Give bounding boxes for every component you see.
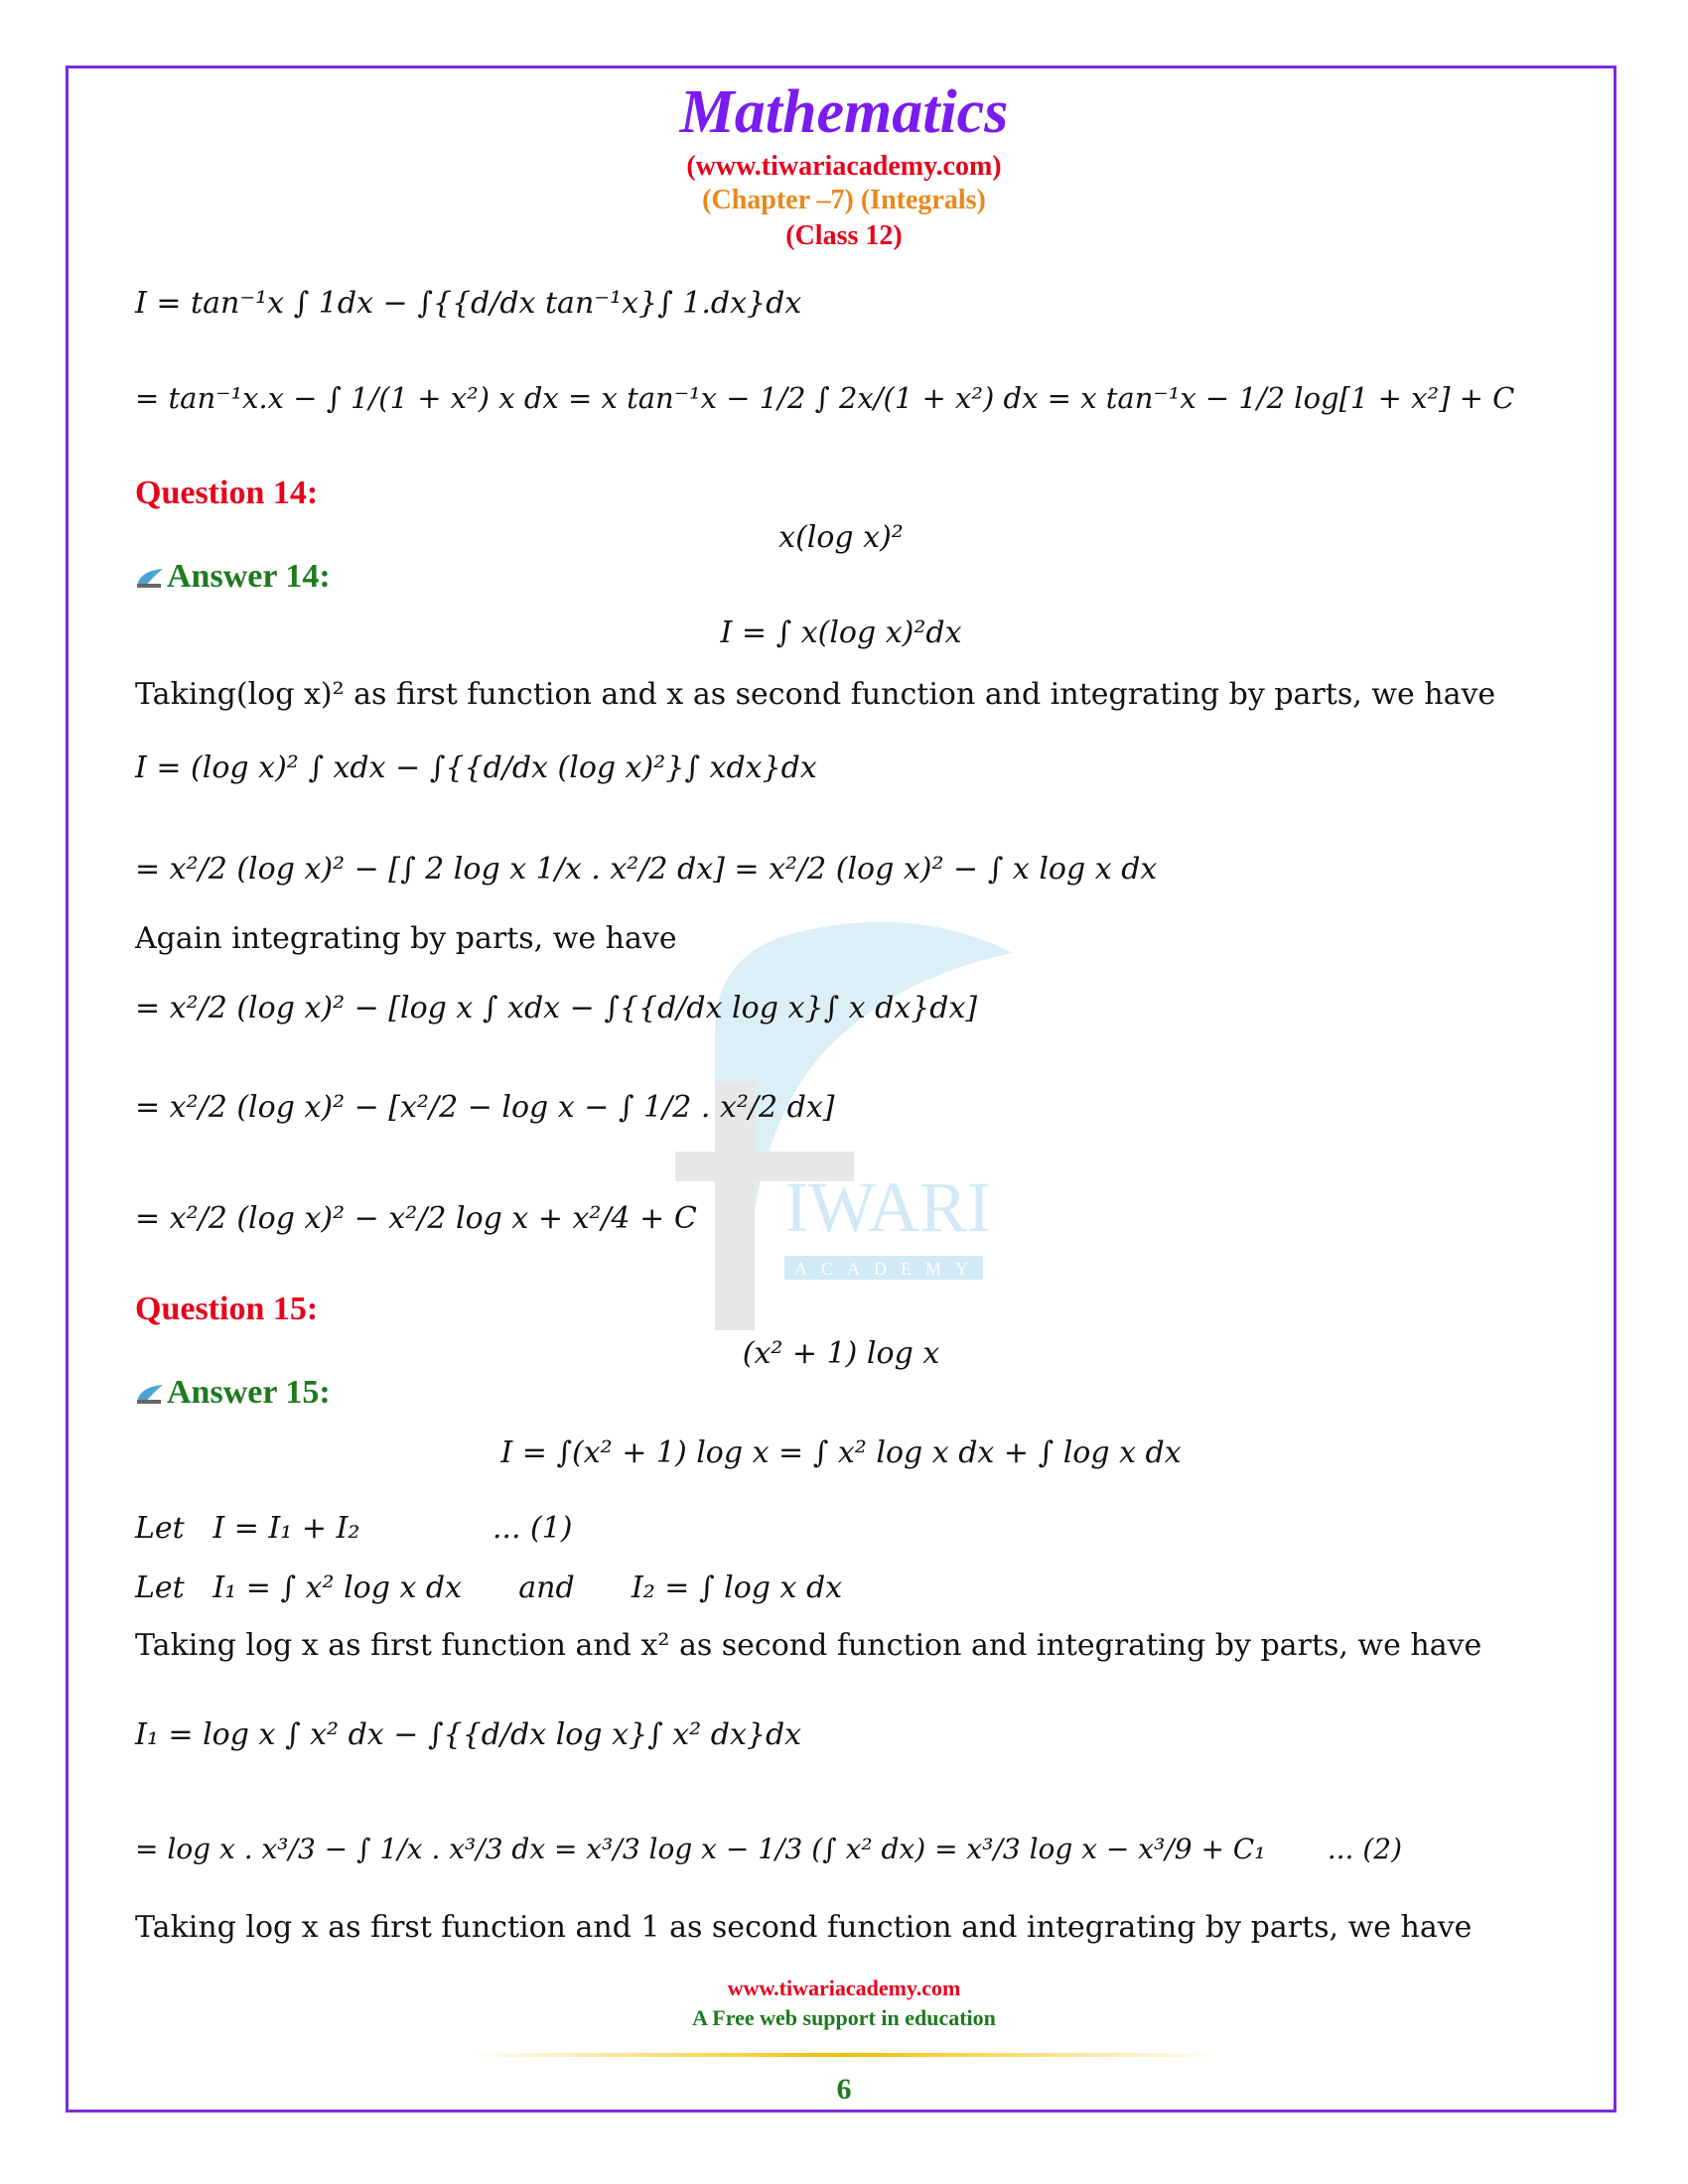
- answer-15-step-3: Let I₁ = ∫ x² log x dx and I₂ = ∫ log x dx: [135, 1570, 843, 1605]
- answer-14-step-6: = x²/2 (log x)² − [log x ∫ xdx − ∫{{d/dx log x}∫ x dx}dx]: [135, 991, 978, 1025]
- answer-15-text: Answer 15:: [167, 1374, 331, 1411]
- answer-15-step-7: Taking log x as first function and 1 as second function and integrating by parts, we have: [135, 1910, 1473, 1945]
- header-class: (Class 12): [785, 220, 903, 251]
- question-15-label: Question 15:: [135, 1291, 319, 1327]
- question-14-label: Question 14:: [135, 475, 319, 511]
- answer-15-step-4: Taking log x as first function and x² as second function and integrating by parts, we have: [135, 1628, 1482, 1663]
- watermark-sub: ACADEMY: [794, 1259, 983, 1279]
- page-number: 6: [836, 2073, 852, 2106]
- answer-15-step-1: I = ∫(x² + 1) log x = ∫ x² log x dx + ∫ log x dx: [500, 1435, 1182, 1470]
- question-15-expression: (x² + 1) log x: [742, 1336, 940, 1371]
- answer-14-step-8: = x²/2 (log x)² − x²/2 log x + x²/4 + C: [135, 1201, 697, 1236]
- watermark-word: IWARI: [784, 1167, 991, 1247]
- answer-14-step-4: = x²/2 (log x)² − [∫ 2 log x 1/x . x²/2 dx] = x²/2 (log x)² − ∫ x log x dx: [135, 852, 1158, 887]
- answer-14-step-2: Taking(log x)² as first function and x as second function and integrating by parts, we have: [135, 677, 1496, 712]
- answer-14-step-1: I = ∫ x(log x)²dx: [720, 615, 962, 650]
- answer-15-step-2: Let I = I₁ + I₂ ... (1): [135, 1511, 573, 1546]
- answer-15-step-6: = log x . x³/3 − ∫ 1/x . x³/3 dx = x³/3 log x − 1/3 (∫ x² dx) = x³/3 log x − x³/9 + C₁ ... (2): [135, 1833, 1403, 1865]
- header-chapter: (Chapter –7) (Integrals): [702, 185, 986, 215]
- answer-15-label: [135, 1374, 331, 1412]
- answer-14-step-5: Again integrating by parts, we have: [135, 921, 677, 956]
- footer-website: www.tiwariacademy.com: [727, 1976, 961, 2000]
- answer-14-step-7: = x²/2 (log x)² − [x²/2 − log x − ∫ 1/2 . x²/2 dx]: [135, 1090, 835, 1125]
- footer-tagline: A Free web support in education: [692, 2005, 996, 2030]
- header-website: (www.tiwariacademy.com): [686, 151, 1002, 182]
- continuation-line-2: = tan⁻¹x.x − ∫ 1/(1 + x²) x dx = x tan⁻¹x − 1/2 ∫ 2x/(1 + x²) dx = x tan⁻¹x − 1/2 log[1 + x²] + C: [135, 381, 1515, 415]
- answer-14-text: Answer 14:: [167, 558, 331, 595]
- tiwari-icon: [135, 567, 165, 589]
- answer-14-label: [135, 558, 331, 596]
- footer-divider: [467, 2053, 1221, 2057]
- page-title: Mathematics: [679, 78, 1009, 146]
- answer-14-step-3: I = (log x)² ∫ xdx − ∫{{d/dx (log x)²}∫ xdx}dx: [135, 751, 817, 785]
- tiwari-icon: [135, 1383, 165, 1405]
- continuation-line-1: I = tan⁻¹x ∫ 1dx − ∫{{d/dx tan⁻¹x}∫ 1.dx}dx: [135, 286, 802, 321]
- answer-15-step-5: I₁ = log x ∫ x² dx − ∫{{d/dx log x}∫ x² dx}dx: [135, 1717, 802, 1752]
- question-14-expression: x(log x)²: [778, 520, 904, 555]
